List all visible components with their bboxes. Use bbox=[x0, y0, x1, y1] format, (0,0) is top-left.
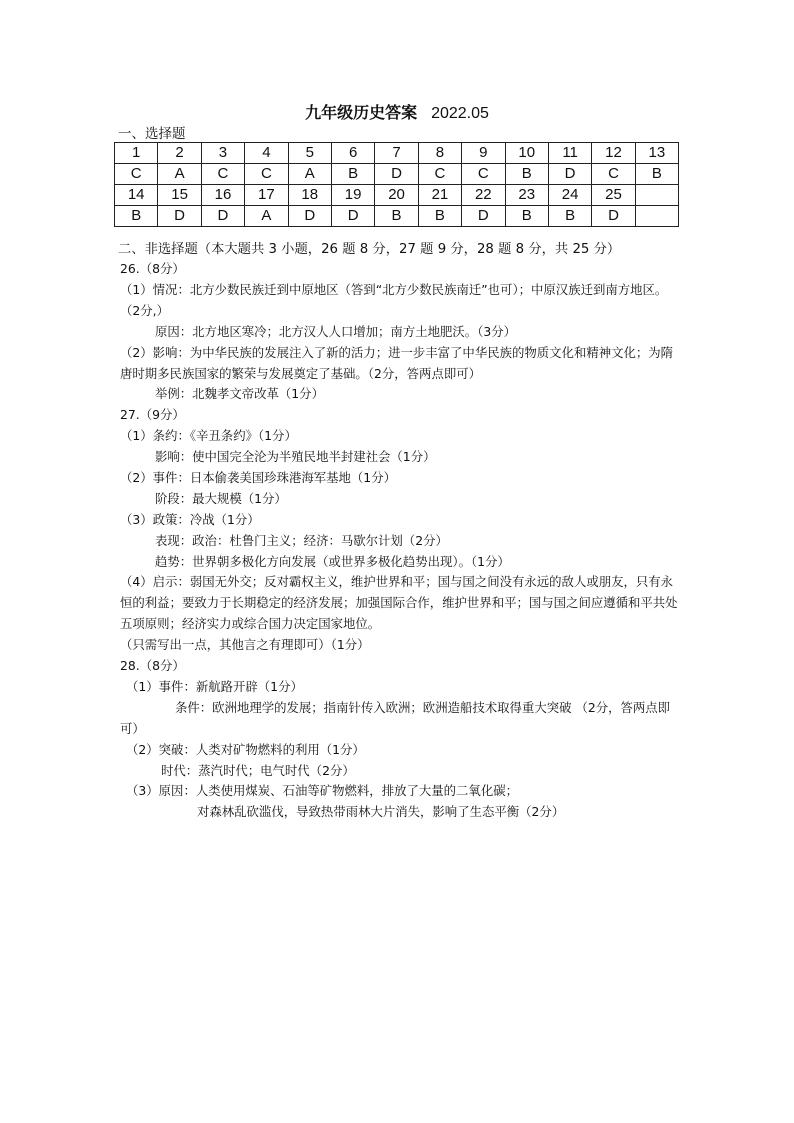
table-cell: 10 bbox=[505, 143, 548, 164]
table-cell: 4 bbox=[245, 143, 288, 164]
table-cell: 14 bbox=[115, 185, 158, 206]
table-cell: B bbox=[548, 206, 591, 227]
answer-line: （3）原因：人类使用煤炭、石油等矿物燃料，排放了大量的二氧化碳； bbox=[126, 783, 518, 799]
table-cell: 2 bbox=[158, 143, 201, 164]
title-date: 2022.05 bbox=[431, 105, 489, 122]
answer-line: 阶段：最大规模（1分） bbox=[155, 490, 287, 506]
answer-line: 条件：欧洲地理学的发展；指南针传入欧洲；欧洲造船技术取得重大突破 （2分，答两点即可） bbox=[120, 699, 671, 736]
table-cell: B bbox=[331, 164, 374, 185]
table-cell: C bbox=[201, 164, 244, 185]
page-title bbox=[0, 100, 794, 123]
answer-line: 对森林乱砍滥伐，导致热带雨林大片消失，影响了生态平衡（2分） bbox=[197, 804, 565, 820]
answer-line: （1）条约：《辛丑条约》（1分） bbox=[120, 428, 297, 444]
answer-table bbox=[114, 142, 679, 227]
answer-line: （2）事件：日本偷袭美国珍珠港海军基地（1分） bbox=[120, 469, 396, 485]
table-cell: 15 bbox=[158, 185, 201, 206]
table-cell: 1 bbox=[115, 143, 158, 164]
answer-line: （只需写出一点，其他言之有理即可）（1分） bbox=[120, 637, 370, 653]
table-cell: B bbox=[375, 206, 418, 227]
table-cell: 19 bbox=[331, 185, 374, 206]
table-cell: 9 bbox=[462, 143, 505, 164]
table-cell: D bbox=[288, 206, 331, 227]
answer-line: 26.（8分） bbox=[120, 261, 185, 276]
answer-line: 27.（9分） bbox=[120, 407, 185, 423]
table-row bbox=[115, 185, 679, 206]
table-cell bbox=[635, 185, 678, 206]
table-cell: 20 bbox=[375, 185, 418, 206]
table-cell: B bbox=[505, 164, 548, 185]
table-cell: 21 bbox=[418, 185, 461, 206]
table-cell: A bbox=[158, 164, 201, 185]
table-cell: 13 bbox=[635, 143, 678, 164]
table-cell: 8 bbox=[418, 143, 461, 164]
answer-line: 原因：北方地区寒冷；北方汉人人口增加；南方土地肥沃。（3分） bbox=[155, 323, 517, 339]
table-cell: C bbox=[462, 164, 505, 185]
table-cell: 23 bbox=[505, 185, 548, 206]
table-cell: B bbox=[505, 206, 548, 227]
table-cell: D bbox=[201, 206, 244, 227]
answer-line: （1）情况：北方少数民族迁到中原地区（答到“北方少数民族南迁”也可）；中原汉族迁到南方地区。（2分,） bbox=[120, 281, 668, 318]
table-cell: 6 bbox=[331, 143, 374, 164]
section-choice-heading: 一、选择题 bbox=[118, 126, 186, 142]
section-nonchoice-heading: 二、非选择题（本大题共 3 小题，26 题 8 分，27 题 9 分，28 题 8 分，共 25 分） bbox=[118, 242, 621, 257]
answer-line: （3）政策：冷战（1分） bbox=[120, 511, 260, 527]
table-cell: A bbox=[288, 164, 331, 185]
table-cell: 16 bbox=[201, 185, 244, 206]
table-cell: B bbox=[418, 206, 461, 227]
answer-line: 表现：政治：杜鲁门主义；经济：马歇尔计划（2分） bbox=[155, 532, 448, 548]
answer-line: 28.（8分） bbox=[120, 658, 185, 674]
table-cell: C bbox=[592, 164, 635, 185]
answer-line: 时代：蒸汽时代；电气时代（2分） bbox=[161, 762, 355, 778]
table-cell: 22 bbox=[462, 185, 505, 206]
table-cell: C bbox=[245, 164, 288, 185]
table-cell: D bbox=[375, 164, 418, 185]
table-cell: D bbox=[548, 164, 591, 185]
answer-line: 趋势：世界朝多极化方向发展（或世界多极化趋势出现）。（1分） bbox=[155, 553, 510, 569]
answer-line: （2）突破：人类对矿物燃料的利用（1分） bbox=[126, 741, 365, 757]
answer-line: 举例：北魏孝文帝改革（1分） bbox=[155, 386, 324, 402]
table-row bbox=[115, 206, 679, 227]
table-cell: 17 bbox=[245, 185, 288, 206]
answer-body bbox=[120, 259, 680, 823]
answer-line: （1）事件：新航路开辟（1分） bbox=[126, 678, 303, 694]
table-cell: 5 bbox=[288, 143, 331, 164]
table-cell: A bbox=[245, 206, 288, 227]
table-cell: 11 bbox=[548, 143, 591, 164]
table-cell: D bbox=[158, 206, 201, 227]
table-cell: D bbox=[462, 206, 505, 227]
table-cell: B bbox=[635, 164, 678, 185]
table-cell: D bbox=[592, 206, 635, 227]
table-cell: 3 bbox=[201, 143, 244, 164]
table-cell bbox=[635, 206, 678, 227]
table-cell: 18 bbox=[288, 185, 331, 206]
table-cell: C bbox=[115, 164, 158, 185]
answer-line: （2）影响：为中华民族的发展注入了新的活力；进一步丰富了中华民族的物质文化和精神文化；为隋唐时期多民族国家的繁荣与发展奠定了基础。（2分，答两点即可） bbox=[120, 344, 674, 381]
answer-line: 影响：使中国完全沦为半殖民地半封建社会（1分） bbox=[155, 449, 436, 465]
answer-line: （4）启示：弱国无外交；反对霸权主义，维护世界和平；国与国之间没有永远的敌人或朋友，只有永恒的利益；要致力于长期稳定的经济发展；加强国际合作，维护世界和平；国与国之间应遵循和平共处五项原则；经济实力或综合国力决定国家地位。 bbox=[120, 574, 678, 632]
title-text: 九年级历史答案 bbox=[305, 103, 418, 122]
table-cell: 24 bbox=[548, 185, 591, 206]
table-cell: B bbox=[115, 206, 158, 227]
table-row bbox=[115, 143, 679, 164]
table-cell: 25 bbox=[592, 185, 635, 206]
table-row bbox=[115, 164, 679, 185]
table-cell: D bbox=[331, 206, 374, 227]
table-cell: 7 bbox=[375, 143, 418, 164]
table-cell: 12 bbox=[592, 143, 635, 164]
table-cell: C bbox=[418, 164, 461, 185]
